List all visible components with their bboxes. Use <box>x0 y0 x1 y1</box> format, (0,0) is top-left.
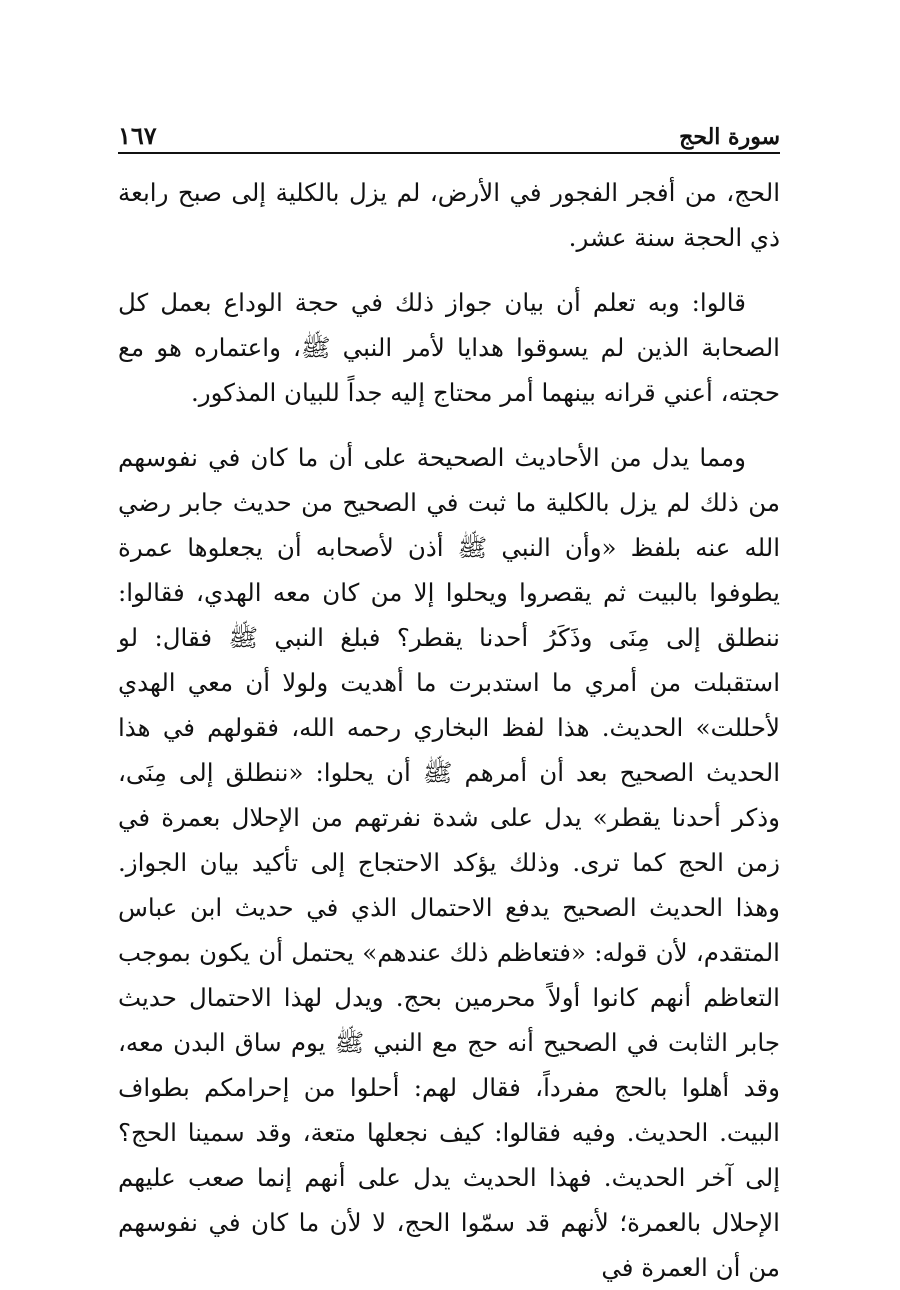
paragraph-3: ومما يدل من الأحاديث الصحيحة على أن ما كان في نفوسهم من ذلك لم يزل بالكلية ما ثبت في الصحيح من حديث جابر رضي الله عنه بلفظ «وأن النبي ﷺ أذن لأصحابه أن يجعلوها عمرة يطوفوا بالبيت ثم يقصروا ويحلوا إلا من كان معه الهدي، فقالوا: ننطلق إلى مِنَى وذَكَرُ أحدنا يقطر؟ فبلغ النبي ﷺ فقال: لو استقبلت من أمري ما استدبرت ما أهديت ولولا أن معي الهدي لأحللت» الحديث. هذا لفظ البخاري رحمه الله، فقولهم في هذا الحديث الصحيح بعد أن أمرهم ﷺ أن يحلوا: «ننطلق إلى مِنَى، وذكر أحدنا يقطر» يدل على شدة نفرتهم من الإحلال بعمرة في زمن الحج كما ترى. وذلك يؤكد الاحتجاج إلى تأكيد بيان الجواز. وهذا الحديث الصحيح يدفع الاحتمال الذي في حديث ابن عباس المتقدم، لأن قوله: «فتعاظم ذلك عندهم» يحتمل أن يكون بموجب التعاظم أنهم كانوا أولاً محرمين بحج. ويدل لهذا الاحتمال حديث جابر الثابت في الصحيح أنه حج مع النبي ﷺ يوم ساق البدن معه، وقد أهلوا بالحج مفرداً، فقال لهم: أحلوا من إحرامكم بطواف البيت. الحديث. وفيه فقالوا: كيف نجعلها متعة، وقد سمينا الحج؟ إلى آخر الحديث. فهذا الحديث يدل على أنهم إنما صعب عليهم الإحلال بالعمرة؛ لأنهم قد سمّوا الحج، لا لأن ما كان في نفوسهم من أن العمرة في <box>118 443 780 1282</box>
paragraph-1: الحج، من أفجر الفجور في الأرض، لم يزل بالكلية إلى صبح رابعة ذي الحجة سنة عشر. <box>118 178 780 252</box>
surah-title: سورة الحج <box>679 124 780 150</box>
book-page <box>118 112 780 1282</box>
page-number: ١٦٧ <box>118 121 157 150</box>
paragraph-2: قالوا: وبه تعلم أن بيان جواز ذلك في حجة الوداع بعمل كل الصحابة الذين لم يسوقوا هدايا لأمر النبي ﷺ، واعتماره هو مع حجته، أعني قرانه بينهما أمر محتاج إليه جداً للبيان المذكور. <box>118 288 780 407</box>
running-header <box>118 112 780 154</box>
page-body <box>118 170 780 1290</box>
